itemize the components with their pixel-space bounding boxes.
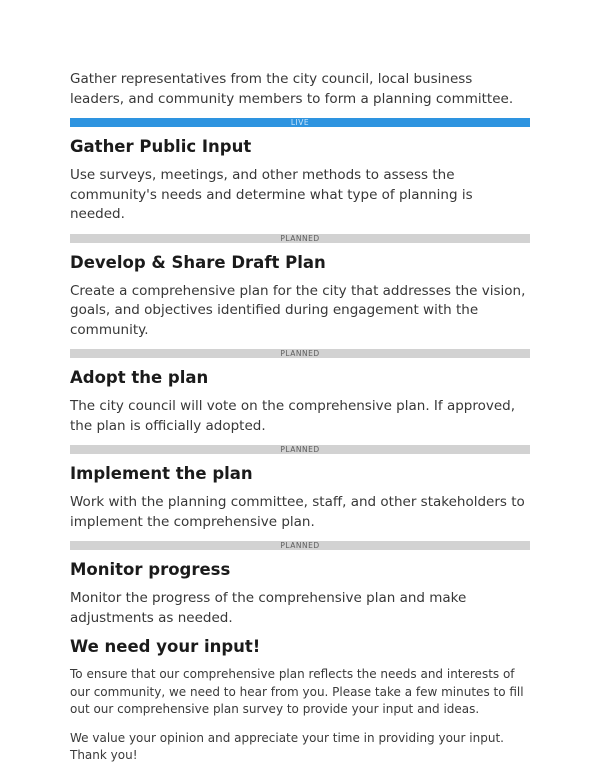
footer-paragraph: To ensure that our comprehensive plan reflects the needs and interests of our community, we need to hear from you. Please take a few minutes to fill out our comprehensive plan survey to provide your input and ideas. — [70, 667, 524, 716]
footer-title-we-need-your-input: We need your input! — [70, 637, 261, 656]
status-label: PLANNED — [280, 233, 320, 243]
status-bar-planned — [70, 349, 530, 358]
section-title-implement-the-plan: Implement the plan — [70, 464, 253, 483]
status-label: PLANNED — [280, 349, 320, 358]
section-title-monitor-progress: Monitor progress — [70, 560, 231, 579]
status-label: PLANNED — [280, 541, 320, 550]
footer-paragraph: We value your opinion and appreciate your time in providing your input. Thank you! — [70, 730, 504, 762]
section-body: Create a comprehensive plan for the city that addresses the vision, goals, and objectives identified during engagement with the community. — [70, 282, 526, 338]
section-body: Work with the planning committee, staff, and other stakeholders to implement the comprehensive plan. — [70, 494, 525, 530]
intro-paragraph: Gather representatives from the city council, local business leaders, and community members to form a planning committee. — [70, 71, 514, 107]
section-body: Monitor the progress of the comprehensive plan and make adjustments as needed. — [70, 590, 467, 626]
section-body: Use surveys, meetings, and other methods to assess the community's needs and determine what type of planning is needed. — [70, 167, 473, 222]
status-label: LIVE — [290, 118, 310, 127]
status-label: PLANNED — [280, 445, 320, 454]
section-title-adopt-the-plan: Adopt the plan — [70, 368, 209, 387]
section-title-gather-public-input: Gather Public Input — [70, 137, 252, 156]
status-bar-planned — [70, 541, 530, 550]
status-bar-live — [70, 118, 530, 127]
section-body: The city council will vote on the comprehensive plan. If approved, the plan is officially adopted. — [70, 398, 516, 434]
section-title-develop-share-draft-plan: Develop & Share Draft Plan — [70, 252, 326, 272]
status-bar-planned — [70, 234, 530, 243]
status-bar-planned — [70, 445, 530, 454]
